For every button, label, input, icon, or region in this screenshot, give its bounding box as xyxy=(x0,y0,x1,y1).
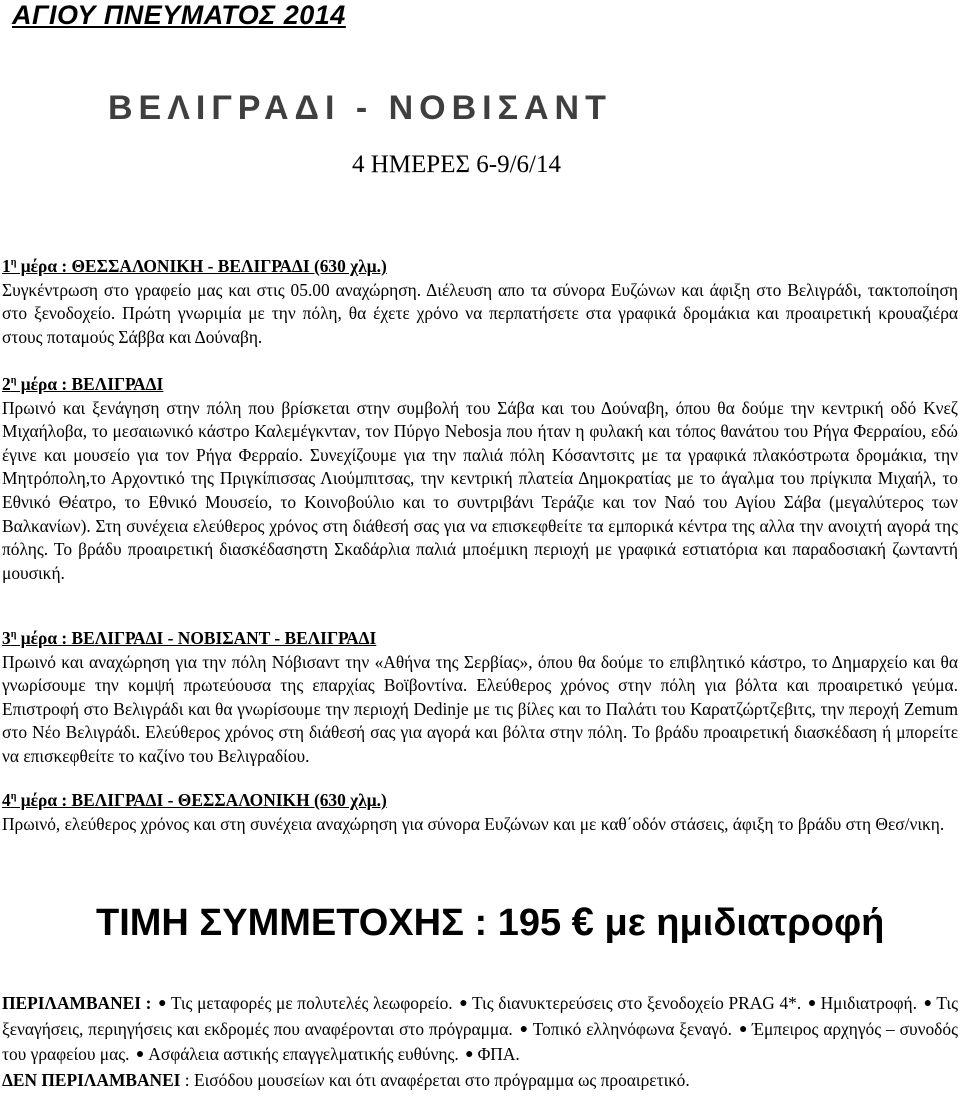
included-item: Ασφάλεια αστικής επαγγελματικής ευθύνης. xyxy=(148,1044,459,1065)
day-1-section xyxy=(2,255,958,349)
included-item: Ημιδιατροφή. xyxy=(820,993,917,1013)
bullet-icon: ● xyxy=(158,996,167,1011)
included-item: Τις διανυκτερεύσεις στο ξενοδοχείο PRAG 4*. xyxy=(472,993,802,1013)
bullet-icon: ● xyxy=(519,1021,529,1037)
included-list xyxy=(2,992,958,1069)
day-number: 3 xyxy=(2,628,11,648)
euro-icon: € xyxy=(571,900,594,944)
price-label: ΤΙΜΗ ΣΥΜΜΕΤΟΧΗΣ : xyxy=(96,902,488,944)
day-4-text: Πρωινό, ελεύθερος χρόνος και στη συνέχεια αναχώρηση για σύνορα Ευζώνων και με καθ΄οδόν στάσεις, άφιξη το βράδυ στη Θεσ/νικη. xyxy=(2,813,945,834)
day-1-heading xyxy=(2,255,958,279)
bullet-icon: ● xyxy=(459,996,469,1011)
day-sup: η xyxy=(10,629,17,641)
bullet-icon: ● xyxy=(465,1047,474,1063)
bullet-icon: ● xyxy=(135,1047,145,1063)
included-item: Τοπικό ελληνόφωνα ξεναγό. xyxy=(532,1018,733,1039)
day-heading-text: μέρα : ΒΕΛΙΓΡΑΔΙ - ΝΟΒΙΣΑΝΤ - ΒΕΛΙΓΡΑΔΙ xyxy=(16,628,377,648)
page-subtitle: 4 ΗΜΕΡΕΣ 6-9/6/14 xyxy=(352,151,561,178)
day-heading-text: μέρα : ΒΕΛΙΓΡΑΔΙ xyxy=(16,374,164,394)
day-number: 4 xyxy=(2,790,11,810)
included-item: Έμπειρος αρχηγός – συνοδός του γραφείου μας. xyxy=(2,1018,958,1065)
day-1-text: Συγκέντρωση στο γραφείο μας και στις 05.00 αναχώρηση. Διέλευση απο τα σύνορα Ευζώνων και άφιξη στο Βελιγράδι, τακτοποίηση στο ξενοδοχείο. Πρώτη γνωριμία με την πόλη, θα έχετε χρόνο να περπατήσετε στα γραφικά δρομάκια και προαιρετική κρουαζιέρα στους ποταμούς Σάββα και Δούναβη. xyxy=(2,279,958,347)
not-included-label: ΔΕΝ ΠΕΡΙΛΑΜΒΑΝΕΙ xyxy=(2,1069,181,1090)
day-2-text: Πρωινό και ξενάγηση στην πόλη που βρίσκεται στην συμβολή του Σάβα και του Δούναβη, όπου θα δούμε την κεντρική οδό Κνεζ Μιχαήλοβα, το μεσαιωνικό κάστρο Καλεμέγκνταν, τον Πύργο Nebosja που ήταν η φυλακή και τόπος θανάτου του Ρήγα Φερραίου, εδώ έγινε και μουσείο για τον Ρήγα Φερραίο. Συνεχίζουμε για την παλιά πόλη Κόσαντσιτς με τα γραφικά πλακόστρωτα δρομάκια, την Μητρόπολη,το Αρχοντικό της Πριγκίπισσας Λιούμπιτσας, την κεντρική πλατεία Δημοκρατίας με το άγαλμα του πρίγκιπα Μιχαήλ, το Εθνικό Θέατρο, το Εθνικό Μουσείο, το Κοινοβούλιο και το συντριβάνι Τεράζιε και τον Ναό του Αγίου Σάβα (μεγαλύτερος των Βαλκανίων). Στη συνέχεια ελεύθερος χρόνος στη διάθεσή σας για να επισκεφθείτε τα εμπορικά κέντρα της αλλα την ανοιχτή αγορά της πόλης. Το βράδυ προαιρετική διασκέδασηστη Σκαδάρλια παλιά μποέμικη περιοχή με γραφικά εστιατόρια και παραδοσιακή ζωνταντή μουσική. xyxy=(2,397,958,583)
day-heading-text: μέρα : ΒΕΛΙΓΡΑΔΙ - ΘΕΣΣΑΛΟΝΙΚΗ (630 χλμ.) xyxy=(16,790,387,810)
page-title: ΒΕΛΙΓΡΑΔΙ - ΝΟΒΙΣΑΝΤ xyxy=(108,89,612,127)
day-sup: η xyxy=(10,257,17,269)
day-number: 1 xyxy=(2,256,11,276)
day-3-text: Πρωινό και αναχώρηση για την πόλη Νόβισαντ την «Αθήνα της Σερβίας», όπου θα δούμε το επιβλητικό κάστρο, το Δημαρχείο και θα γνωρίσουμε την κομψή πρωτεύουσα της επαρχίας Βοϊβοντίνα. Ελεύθερος χρόνος στην πόλη για βόλτα και προαιρετικό γεύμα. Επιστροφή στο Βελιγράδι και θα γνωρίσουμε την περιοχή Dedinje με τις βίλες και το Παλάτι του Καρατζώρτζεβιτς, την περοχή Zemum στο Νέο Βελιγράδι. Ελεύθερος χρόνος στη διάθεσή σας για αγορά και βόλτα στην πόλη. Το βράδυ προαιρετική διασκέδαση ή μπορείτε να επισκεφθείτε το καζίνο του Βελιγραδίου. xyxy=(2,651,958,766)
not-included-line xyxy=(2,1069,958,1093)
day-3-section xyxy=(2,627,958,769)
not-included-text: : Εισόδου μουσείων και ότι αναφέρεται στο πρόγραμμα ως προαιρετικό. xyxy=(180,1069,690,1090)
day-4-section xyxy=(2,789,958,836)
bullet-icon: ● xyxy=(807,996,817,1011)
top-line: ΑΓΙΟΥ ΠΝΕΥΜΑΤΟΣ 2014 xyxy=(12,0,346,30)
day-heading-text: μέρα : ΘΕΣΣΑΛΟΝΙΚΗ - ΒΕΛΙΓΡΑΔΙ (630 χλμ.) xyxy=(16,256,387,276)
included-label: ΠΕΡΙΛΑΜΒΑΝΕΙ : xyxy=(2,993,152,1013)
included-item: Τις ξεναγήσεις, περιηγήσεις και εκδρομές που αναφέρονται στο πρόγραμμα. xyxy=(2,993,958,1039)
day-sup: η xyxy=(10,375,17,387)
included-item: ΦΠΑ. xyxy=(477,1044,520,1065)
bullet-icon: ● xyxy=(738,1021,748,1037)
included-section xyxy=(2,992,958,1092)
day-sup: η xyxy=(10,791,17,803)
day-3-heading xyxy=(2,627,958,651)
included-item: Τις μεταφορές με πολυτελές λεωφορείο. xyxy=(170,993,453,1013)
day-2-section xyxy=(2,373,958,585)
price-line xyxy=(96,898,884,947)
day-2-heading xyxy=(2,373,958,397)
price-amount: 195 xyxy=(497,902,562,944)
day-4-heading xyxy=(2,789,958,813)
price-suffix: με ημιδιατροφή xyxy=(604,902,885,944)
bullet-icon: ● xyxy=(923,996,933,1011)
day-number: 2 xyxy=(2,374,11,394)
